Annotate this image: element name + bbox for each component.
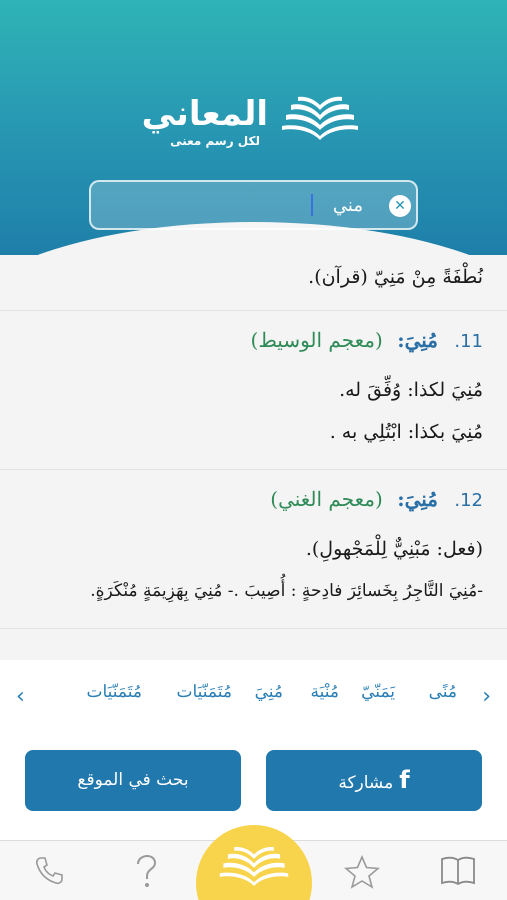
star-icon[interactable] xyxy=(344,855,380,889)
question-icon[interactable] xyxy=(132,855,160,889)
share-button-label: مشاركة xyxy=(338,773,394,793)
suggestion-item[interactable]: يَمَنّيّ xyxy=(361,682,395,702)
open-book-logo-icon xyxy=(280,96,360,142)
suggestion-item[interactable]: مُنًى xyxy=(428,682,457,702)
entry-dictionary: (معجم الغني) xyxy=(270,487,383,511)
phone-icon[interactable] xyxy=(33,855,65,887)
close-circle-icon[interactable]: ✕ xyxy=(389,195,411,217)
search-input[interactable] xyxy=(135,182,405,228)
app-header xyxy=(0,0,507,255)
suggestion-item[interactable]: مُنِيَ xyxy=(254,682,283,702)
home-book-icon xyxy=(218,845,290,889)
entry-dictionary: (معجم الوسيط) xyxy=(250,328,383,352)
suggestion-item[interactable]: مُتَمَنّيَات xyxy=(86,682,142,702)
share-button[interactable] xyxy=(266,750,482,811)
entry-number: 12. xyxy=(454,490,483,511)
chevron-right-icon[interactable]: › xyxy=(482,684,491,709)
entry-word: مُنِيَ: xyxy=(397,487,438,511)
result-entry xyxy=(0,470,507,629)
search-box[interactable] xyxy=(89,180,418,230)
entry-heading[interactable] xyxy=(24,311,483,369)
entry-word: مُنِيَ: xyxy=(397,328,438,352)
logo-tagline: لكل رسم معنى xyxy=(170,134,260,148)
home-button[interactable] xyxy=(196,825,312,900)
book-icon[interactable] xyxy=(440,855,476,887)
logo-title: المعاني xyxy=(141,94,268,134)
definition-line: نُطْفَةً مِنْ مَنِيّ (قرآن). xyxy=(308,266,483,288)
definition-line: مُنِيَ لكذا: وُفِّقَ له. xyxy=(339,379,483,401)
app-logo xyxy=(141,92,360,162)
definition-line: (فعل: مَبْنِيٌّ لِلْمَجْهولِ). xyxy=(305,538,483,560)
chevron-left-icon[interactable]: ‹ xyxy=(16,684,25,709)
result-entry xyxy=(0,311,507,470)
result-entry-fragment xyxy=(0,255,507,311)
entry-number: 11. xyxy=(454,331,483,352)
suggestion-item[interactable]: مُنْيَة xyxy=(310,682,339,702)
definition-line: -مُنِيَ التَّاجِرُ بِخَسائِرَ فادِحةٍ : أُصِيبَ .- مُنِيَ بِهَزِيمَةٍ مُنْكَرَةٍ. xyxy=(90,581,483,601)
entry-heading[interactable] xyxy=(24,470,483,528)
suggestion-item[interactable]: مُتَمَنّيَات xyxy=(176,682,232,702)
suggestions-bar xyxy=(0,672,507,728)
text-cursor xyxy=(311,194,313,216)
site-search-label: بحث في الموقع xyxy=(77,770,189,790)
results-list[interactable] xyxy=(0,255,507,660)
site-search-button[interactable] xyxy=(25,750,241,811)
facebook-icon: f xyxy=(399,766,410,794)
definition-line: مُنِيَ بكذا: ابْتُلِي به . xyxy=(329,421,483,443)
